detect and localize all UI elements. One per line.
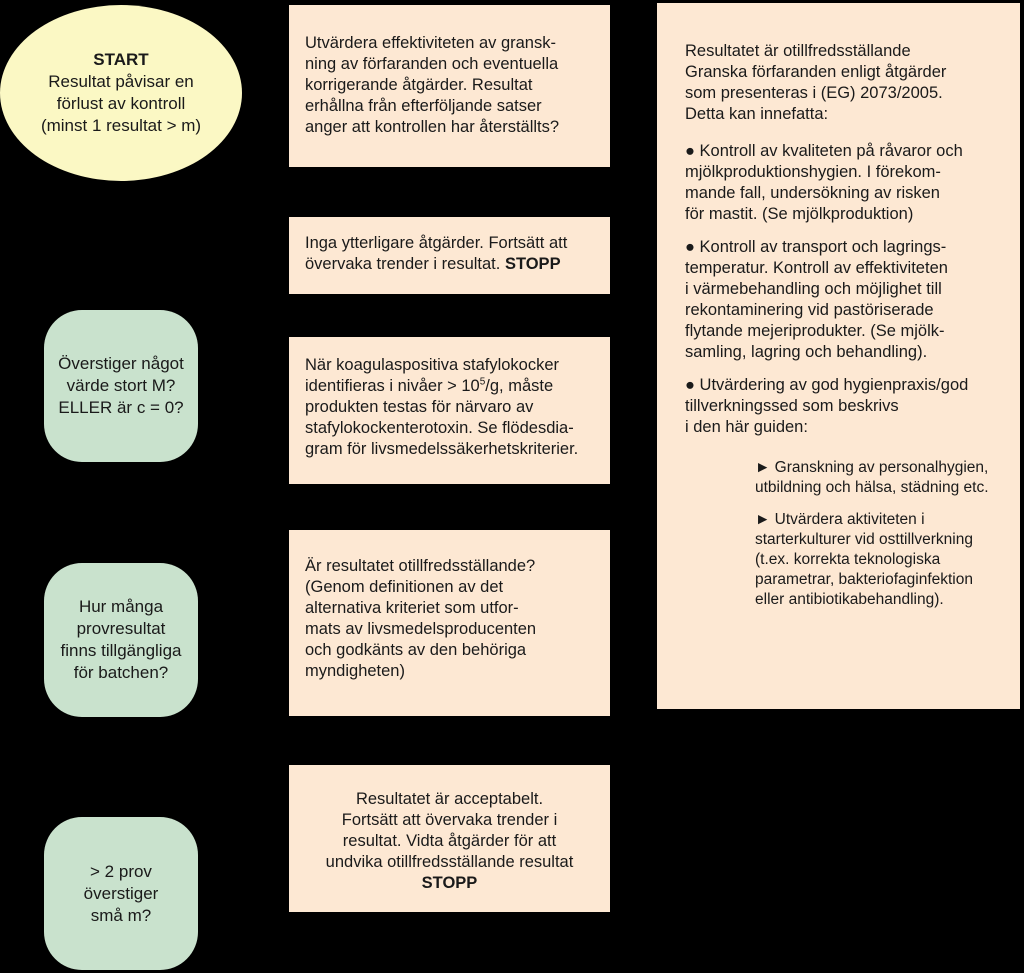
decision-line: Hur många <box>78 597 164 616</box>
box-unsatisfactory-actions <box>657 3 1020 709</box>
box-line: När koagulaspositiva stafylokocker <box>305 356 560 374</box>
box-line: Fortsätt att övervaka trender i <box>341 811 558 829</box>
box-line: och godkänts av den behöriga <box>305 641 527 659</box>
box-line: (Genom definitionen av det <box>305 578 504 596</box>
box-line: resultat. Vidta åtgärder för att <box>342 832 557 850</box>
box-line: ● Kontroll av kvaliteten på råvaror och <box>685 142 963 160</box>
decision-line: > 2 prov <box>90 861 152 881</box>
no-action-text: Inga ytterligare åtgärder. Fortsätt att övervaka trender i resultat. <box>305 234 568 273</box>
box-line: erhållna från efterföljande satser <box>305 97 542 115</box>
box-line: Utvärdera effektiviteten av gransk- <box>305 34 556 52</box>
decision-exceeds-M <box>44 310 198 462</box>
decision-how-many-results <box>44 563 198 717</box>
stop-label: STOPP <box>421 874 478 892</box>
decision-line: överstiger <box>83 883 159 903</box>
box-line: undvika otillfredsställande resultat <box>325 853 574 871</box>
box-line: som presenteras i (EG) 2073/2005. <box>685 84 943 102</box>
box-line: i den här guiden: <box>685 418 808 436</box>
box-line: flytande mejeriprodukter. (Se mjölk- <box>685 322 945 340</box>
box-line: produkten testas för närvaro av <box>305 398 534 416</box>
box-line: Resultatet är otillfredsställande <box>685 42 911 60</box>
start-title: START <box>93 50 149 69</box>
start-node <box>0 5 242 181</box>
box-evaluate-procedures <box>289 5 610 167</box>
decision-line: Överstiger något <box>58 354 184 373</box>
box-line: utbildning och hälsa, städning etc. <box>755 479 989 496</box>
box-line: ► Granskning av personalhygien, <box>755 459 989 476</box>
box-line: eller antibiotikabehandling). <box>755 591 944 608</box>
box-line: temperatur. Kontroll av effektiviteten <box>685 259 948 277</box>
box-line: mande fall, undersökning av risken <box>685 184 940 202</box>
exponent: 5 <box>479 376 486 388</box>
intro-block <box>685 41 1000 125</box>
box-line: myndigheten) <box>305 662 405 680</box>
box-line: ● Utvärdering av god hygienpraxis/god <box>685 376 969 394</box>
box-line: starterkulturer vid osttillverkning <box>755 531 973 548</box>
decision-line: värde stort M? <box>66 376 176 395</box>
box-line: Resultatet är acceptabelt. <box>355 790 544 808</box>
box-line: för mastit. (Se mjölkproduktion) <box>685 205 914 223</box>
start-line: Resultat påvisar en <box>48 72 194 91</box>
box-line: ● Kontroll av transport och lagrings- <box>685 238 947 256</box>
sub-bullet-personnel <box>755 458 1000 498</box>
box-line: tillverkningssed som beskrivs <box>685 397 899 415</box>
box-line: ning av förfaranden och eventuella <box>305 55 559 73</box>
decision-line: små m? <box>90 905 152 925</box>
box-line: i värmebehandling och möjlighet till <box>685 280 942 298</box>
decision-line: ELLER är c = 0? <box>58 398 184 417</box>
box-staphylococci <box>289 337 610 484</box>
bullet-transport <box>685 237 1000 363</box>
box-line-part: /g, måste <box>485 377 554 395</box>
box-line <box>305 376 594 397</box>
box-unsatisfactory-question <box>289 530 610 716</box>
start-line: förlust av kontroll <box>56 94 186 113</box>
box-line: parametrar, bakteriofaginfektion <box>755 571 973 588</box>
box-line: rekontaminering vid pastöriserade <box>685 301 934 319</box>
box-line: stafylokockenterotoxin. Se flödesdia- <box>305 419 574 437</box>
box-acceptable <box>289 765 610 912</box>
box-line: Är resultatet otillfredsställande? <box>305 557 536 575</box>
box-line: alternativa kriteriet som utfor- <box>305 599 519 617</box>
decision-line: finns tillgängliga <box>60 641 182 660</box>
box-line: mats av livsmedelsproducenten <box>305 620 537 638</box>
box-line-part: identifieras i nivåer > 10 <box>305 377 480 395</box>
box-no-further-action <box>289 217 610 294</box>
box-line: Detta kan innefatta: <box>685 105 829 123</box>
bullet-raw-material <box>685 141 1000 225</box>
box-line: samling, lagring och behandling). <box>685 343 928 361</box>
box-line: ► Utvärdera aktiviteten i <box>755 511 925 528</box>
decision-line: för batchen? <box>73 663 169 682</box>
box-line: mjölkproduktionshygien. I förekom- <box>685 163 941 181</box>
box-line: gram för livsmedelssäkerhetskriterier. <box>305 440 579 458</box>
box-line: anger att kontrollen har återställts? <box>305 118 560 136</box>
box-line: Granska förfaranden enligt åtgärder <box>685 63 947 81</box>
decision-line: provresultat <box>76 619 166 638</box>
decision-more-than-2-exceed-m <box>44 817 198 970</box>
stop-label: STOPP <box>504 255 561 273</box>
sub-bullet-starter-cultures <box>755 510 1000 610</box>
start-line: (minst 1 resultat > m) <box>40 116 202 135</box>
box-line: korrigerande åtgärder. Resultat <box>305 76 533 94</box>
bullet-hygiene-practice <box>685 375 1000 438</box>
box-line: (t.ex. korrekta teknologiska <box>755 551 941 568</box>
